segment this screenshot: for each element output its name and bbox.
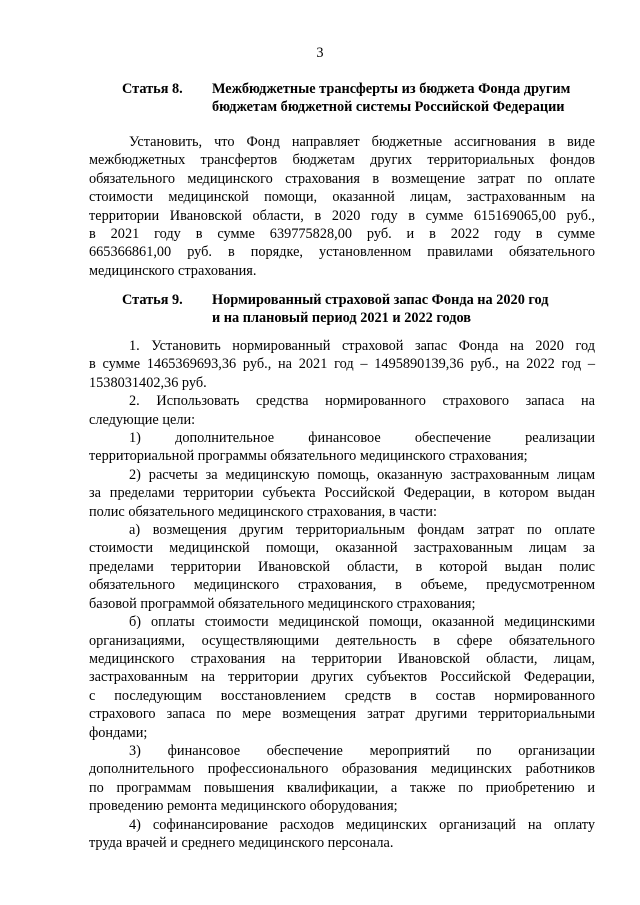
text-line: 4) софинансирование расходов медицинских организаций на оплату	[129, 816, 595, 833]
text-line: организациями, осуществляющими деятельность в сфере обязательного	[89, 632, 595, 649]
text-line: территории Ивановской области, в 2020 году в сумме 615169065,00 руб.,	[89, 207, 595, 224]
text-line: 3) финансовое обеспечение мероприятий по организации	[129, 742, 595, 759]
article-8-number: Статья 8.	[122, 81, 183, 97]
text-line: базовой программой обязательного медицинского страхования;	[89, 595, 476, 612]
text-line: обязательного медицинского страхования, в объеме, предусмотренном	[89, 577, 595, 594]
text-line: за пределами территории субъекта Российской Федерации, в котором выдан	[89, 485, 595, 502]
text-line: медицинского страхования.	[89, 262, 257, 279]
text-line: страхового запаса по мере возмещения затрат другими территориальными	[89, 706, 595, 723]
article-8-title-line-2: бюджетам бюджетной системы Российской Федерации	[212, 99, 565, 116]
article-9-title-line-2: и на плановый период 2021 и 2022 годов	[212, 310, 471, 327]
text-line: в 2021 году в сумме 639775828,00 руб. и в 2022 году в сумме	[89, 226, 595, 243]
text-line: следующие цели:	[89, 411, 196, 428]
text-line: застрахованным на территории других субъектов Российской Федерации,	[89, 669, 595, 686]
text-line: с последующим восстановлением средств в состав нормированного	[89, 687, 595, 704]
article-9-title-line-1: Нормированный страховой запас Фонда на 2020 год	[212, 292, 549, 308]
article-8-body	[89, 133, 595, 280]
text-line: пределами территории Ивановской области, в которой выдан полис	[89, 558, 595, 575]
text-line: по программам повышения квалификации, а также по приобретению и	[89, 779, 595, 796]
text-line: полис обязательного медицинского страхования, в части:	[89, 503, 437, 520]
text-line: стоимости медицинской помощи, оказанной лицам, застрахованным на	[89, 189, 595, 206]
article-9-body	[89, 337, 595, 852]
article-8-title-line-1: Межбюджетные трансферты из бюджета Фонда другим	[212, 81, 571, 97]
text-line: 1538031402,36 руб.	[89, 374, 207, 391]
text-line: а) возмещения другим территориальным фондам затрат по оплате	[129, 522, 595, 539]
text-line: 2. Использовать средства нормированного страхового запаса на	[129, 393, 595, 410]
text-line: обязательного медицинского страхования в возмещение затрат по оплате	[89, 170, 595, 187]
text-line: дополнительного профессионального образования медицинских работников	[89, 761, 595, 778]
text-line: медицинского страхования на территории Ивановской области, лицам,	[89, 650, 595, 667]
article-9-heading	[122, 291, 602, 328]
text-line: Установить, что Фонд направляет бюджетные ассигнования в виде	[129, 134, 595, 150]
text-line: 665366861,00 руб. в порядке, установленном правилами обязательного	[89, 244, 595, 261]
text-line: 2) расчеты за медицинскую помощь, оказанную застрахованным лицам	[129, 466, 595, 483]
text-line: б) оплаты стоимости медицинской помощи, оказанной медицинскими	[129, 614, 595, 631]
text-line: фондами;	[89, 724, 148, 741]
page-number: 3	[316, 45, 324, 61]
article-9-number: Статья 9.	[122, 292, 183, 308]
text-line: труда врачей и среднего медицинского персонала.	[89, 834, 394, 851]
text-line: 1) дополнительное финансовое обеспечение реализации	[129, 430, 595, 447]
text-line: проведению ремонта медицинского оборудования;	[89, 798, 398, 815]
text-line: в сумме 1465369693,36 руб., на 2021 год – 1495890139,36 руб., на 2022 год –	[89, 356, 595, 373]
text-line: территориальной программы обязательного медицинского страхования;	[89, 448, 528, 465]
text-line: межбюджетных трансфертов бюджетам других территориальных фондов	[89, 152, 595, 169]
article-8-heading	[122, 80, 602, 117]
text-line: стоимости медицинской помощи, оказанной застрахованным лицам за	[89, 540, 595, 557]
text-line: 1. Установить нормированный страховой запас Фонда на 2020 год	[129, 338, 595, 354]
